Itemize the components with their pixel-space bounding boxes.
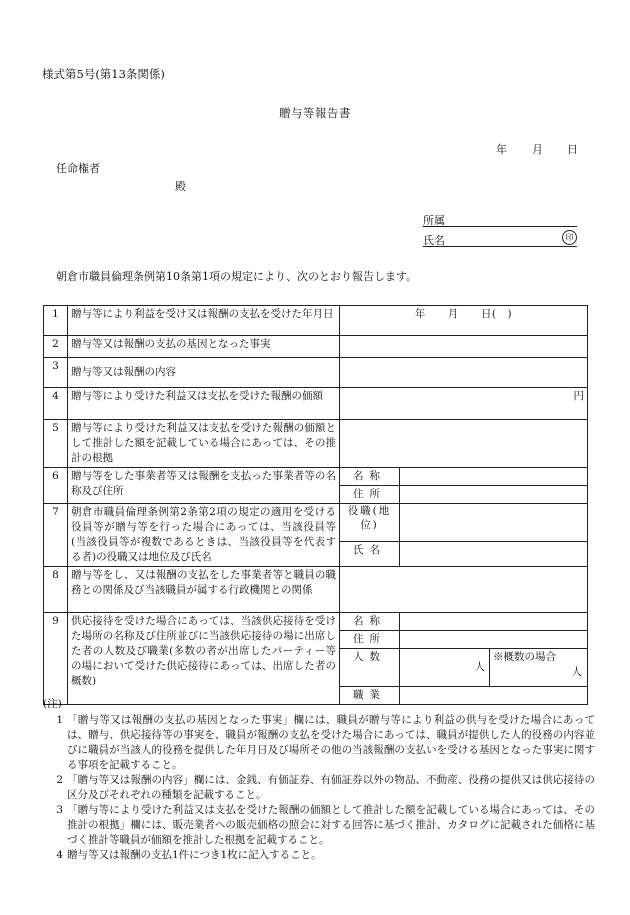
officer-position-field[interactable] — [400, 504, 588, 542]
appointing-authority: 任命権者 — [56, 162, 100, 175]
table-row — [44, 358, 588, 388]
venue-address-field[interactable] — [400, 631, 588, 649]
content-field[interactable] — [340, 358, 588, 388]
row-label: 贈与等又は報酬の支払の基因となった事実 — [68, 336, 340, 358]
sublabel-venue-address: 住所 — [340, 631, 400, 649]
sublabel-attendees: 人数 — [340, 649, 400, 687]
date-month-label: 月 — [532, 143, 543, 156]
sublabel-address: 住所 — [340, 486, 400, 504]
row-label: 贈与等により受けた利益又は支払を受けた報酬の価額 — [68, 388, 340, 420]
table-row — [44, 468, 588, 486]
business-address-field[interactable] — [400, 486, 588, 504]
table-row — [44, 567, 588, 613]
row-number: 1 — [44, 306, 68, 336]
business-name-field[interactable] — [400, 468, 588, 486]
note-text: 贈与等又は報酬の支払1件につき1枚に記入すること。 — [67, 849, 322, 861]
notes-section — [43, 697, 595, 863]
sublabel-occupation: 職業 — [340, 687, 400, 705]
row-number: 6 — [44, 468, 68, 504]
table-row — [44, 336, 588, 358]
venue-name-field[interactable] — [400, 613, 588, 631]
seal-mark: 印 — [562, 230, 577, 245]
row-number: 3 — [44, 358, 68, 388]
form-id: 様式第5号(第13条関係) — [42, 67, 165, 81]
report-table — [43, 305, 588, 705]
row-label: 朝倉市職員倫理条例第2条第2項の規定の適用を受ける役員等が贈与等を行った場合にあっては、当該役員等(当該役員等が複数であるときは、当該役員等を代表する者)の役職又は地位及び氏名 — [68, 504, 340, 567]
note-item — [43, 713, 595, 773]
table-row — [44, 388, 588, 420]
note-text: 「贈与等により受けた利益又は支払を受けた報酬の価額として推計した額を記載している場合にあっては、その推計の根拠」欄には、販売業者への販売価格の照会に対する回答に基づく推計、カタログに記載された価格に基づく推計等職員が価額を推計した根拠を記載すること。 — [67, 804, 595, 846]
document-title: 贈与等報告書 — [279, 106, 351, 120]
affiliation-line[interactable] — [423, 226, 577, 227]
notes-heading: (注) — [43, 698, 62, 710]
table-row — [44, 504, 588, 542]
approximate-note: ※概数の場合 — [493, 651, 556, 663]
row-label: 贈与等により受けた利益又は支払を受けた報酬の価額として推計した額を記載している場合にあっては、その推計の根拠 — [68, 420, 340, 468]
table-row — [44, 613, 588, 631]
name-label: 氏名 — [423, 234, 445, 247]
attendee-count-field[interactable]: 人 — [400, 649, 490, 687]
amount-field[interactable]: 円 — [340, 388, 588, 420]
officer-name-field[interactable] — [400, 542, 588, 567]
note-item — [43, 773, 595, 803]
estimate-basis-field[interactable] — [340, 420, 588, 468]
note-item — [43, 848, 595, 863]
row-label: 贈与等をし、又は報酬の支払をした事業者等と職員の職務との関係及び当該職員が属する行政機関との関係 — [68, 567, 340, 613]
row-label: 供応接待を受けた場合にあっては、当該供応接待を受けた場所の名称及び住所並びに当該供応接待の場に出席した者の人数及び職業(多数の者が出席したパーティー等の場において受けた供応接待にあっては、出席した者の概数) — [68, 613, 340, 705]
sublabel-venue-name: 名称 — [340, 613, 400, 631]
note-text: 「贈与等又は報酬の内容」欄には、金銭、有価証券、有価証券以外の物品、不動産、役務の提供又は供応接待の区分及びそれぞれの種類を記載すること。 — [67, 774, 595, 801]
note-item — [43, 803, 595, 848]
date-year-label: 年 — [496, 143, 507, 156]
table-row — [44, 420, 588, 468]
date-day-label: 日 — [567, 143, 578, 156]
row-number: 9 — [44, 613, 68, 705]
name-line[interactable] — [423, 246, 577, 247]
row-number: 7 — [44, 504, 68, 567]
note-number: 3 — [56, 804, 63, 816]
row-label: 贈与等をした事業者等又は報酬を支払った事業者等の名称及び住所 — [68, 468, 340, 504]
row-label: 贈与等又は報酬の内容 — [68, 358, 340, 388]
note-number: 4 — [56, 849, 63, 861]
sublabel-name: 名称 — [340, 468, 400, 486]
affiliation-label: 所属 — [423, 214, 445, 227]
row-number: 5 — [44, 420, 68, 468]
approximate-unit: 人 — [571, 666, 582, 678]
sublabel-position: 役職(地位) — [340, 504, 400, 542]
note-number: 2 — [56, 774, 63, 786]
honorific-dono: 殿 — [175, 180, 186, 193]
basis-fact-field[interactable] — [340, 336, 588, 358]
row-number: 8 — [44, 567, 68, 613]
row-number: 4 — [44, 388, 68, 420]
relationship-field[interactable] — [340, 567, 588, 613]
intro-text: 朝倉市職員倫理条例第10条第1項の規定により、次のとおり報告します。 — [56, 270, 418, 283]
sublabel-officer-name: 氏名 — [340, 542, 400, 567]
table-row — [44, 306, 588, 336]
row-label: 贈与等により利益を受け又は報酬の支払を受けた年月日 — [68, 306, 340, 336]
note-number: 1 — [56, 714, 63, 726]
row-number: 2 — [44, 336, 68, 358]
received-date-field[interactable]: 年 月 日( ) — [340, 306, 588, 336]
note-text: 「贈与等又は報酬の支払の基因となった事実」欄には、職員が贈与等により利益の供与を受けた場合にあっては、贈与、供応接待等の事実を、職員が報酬の支払を受けた場合にあっては、職員が提供した人的役務の内容並びに職員が当該人的役務を提供した年月日及び場所その他の当該報酬の支払いを受ける基因となった事実に関する事項を記載すること。 — [67, 714, 595, 771]
approximate-count-field[interactable] — [490, 649, 588, 687]
